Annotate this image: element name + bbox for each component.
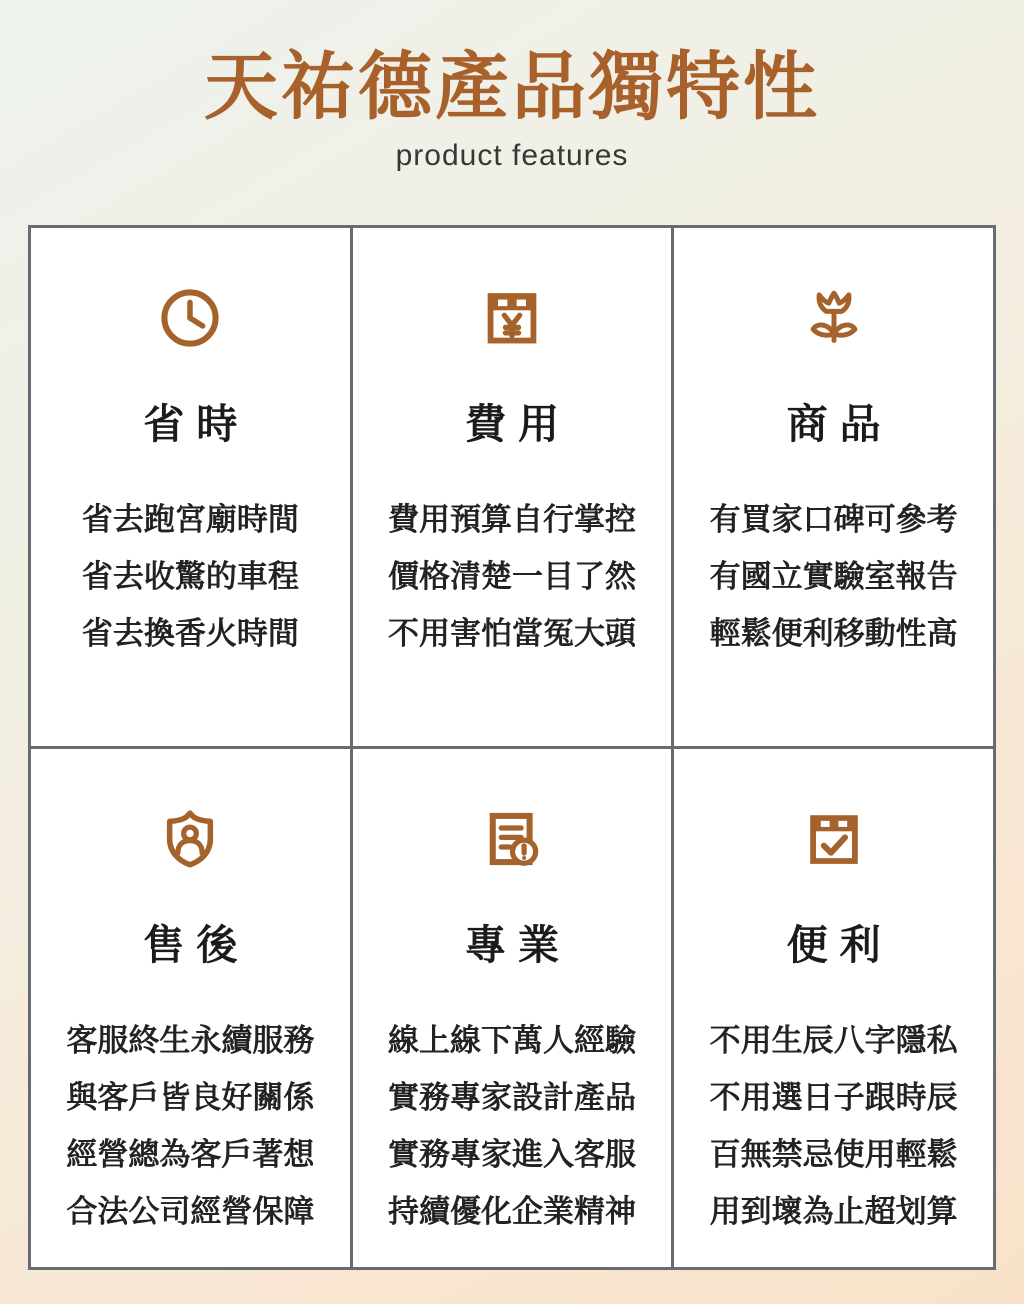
page-title: 天祐德產品獨特性 <box>204 45 820 128</box>
feature-lines <box>710 1012 958 1240</box>
feature-line: 用到壞為止超划算 <box>709 1194 958 1230</box>
feature-line: 不用選日子跟時辰 <box>709 1080 958 1116</box>
feature-card-after-sales <box>31 749 350 1267</box>
feature-lines <box>66 1012 314 1240</box>
feature-heading: 省時 <box>143 401 250 447</box>
feature-card-professional <box>353 749 672 1267</box>
feature-card-time-saving <box>31 228 350 746</box>
feature-line: 線上線下萬人經驗 <box>387 1023 636 1059</box>
feature-heading: 商品 <box>786 401 893 447</box>
feature-heading: 專業 <box>464 922 571 968</box>
feature-line: 不用害怕當冤大頭 <box>387 616 636 652</box>
document-alert-icon <box>479 805 545 873</box>
flower-icon <box>801 284 867 352</box>
feature-line: 價格清楚一目了然 <box>387 559 636 595</box>
page-subtitle: product features <box>395 139 629 173</box>
feature-line: 有國立實驗室報告 <box>709 559 958 595</box>
features-grid <box>28 225 996 1270</box>
billing-yen-icon <box>479 284 545 352</box>
feature-line: 不用生辰八字隱私 <box>709 1023 958 1059</box>
header <box>0 0 1024 173</box>
feature-heading: 費用 <box>464 401 571 447</box>
feature-heading: 售後 <box>143 922 250 968</box>
shield-user-icon <box>157 805 223 873</box>
feature-lines <box>82 491 299 662</box>
feature-heading: 便利 <box>786 922 893 968</box>
feature-line: 百無禁忌使用輕鬆 <box>709 1137 958 1173</box>
feature-line: 實務專家設計產品 <box>387 1080 636 1116</box>
feature-lines <box>388 491 636 662</box>
feature-line: 持續優化企業精神 <box>387 1194 636 1230</box>
feature-lines <box>710 491 958 662</box>
feature-line: 費用預算自行掌控 <box>387 502 636 538</box>
feature-line: 輕鬆便利移動性高 <box>709 616 958 652</box>
feature-line: 省去收驚的車程 <box>81 559 299 595</box>
feature-card-product <box>674 228 993 746</box>
clock-icon <box>157 284 223 352</box>
feature-line: 客服終生永續服務 <box>66 1023 315 1059</box>
feature-line: 與客戶皆良好關係 <box>66 1080 315 1116</box>
feature-lines <box>388 1012 636 1240</box>
feature-line: 省去換香火時間 <box>81 616 299 652</box>
feature-card-convenience <box>674 749 993 1267</box>
feature-line: 有買家口碑可參考 <box>709 502 958 538</box>
feature-card-cost <box>353 228 672 746</box>
feature-line: 省去跑宮廟時間 <box>81 502 299 538</box>
calendar-check-icon <box>801 805 867 873</box>
feature-line: 經營總為客戶著想 <box>66 1137 315 1173</box>
feature-line: 合法公司經營保障 <box>66 1194 315 1230</box>
feature-line: 實務專家進入客服 <box>387 1137 636 1173</box>
